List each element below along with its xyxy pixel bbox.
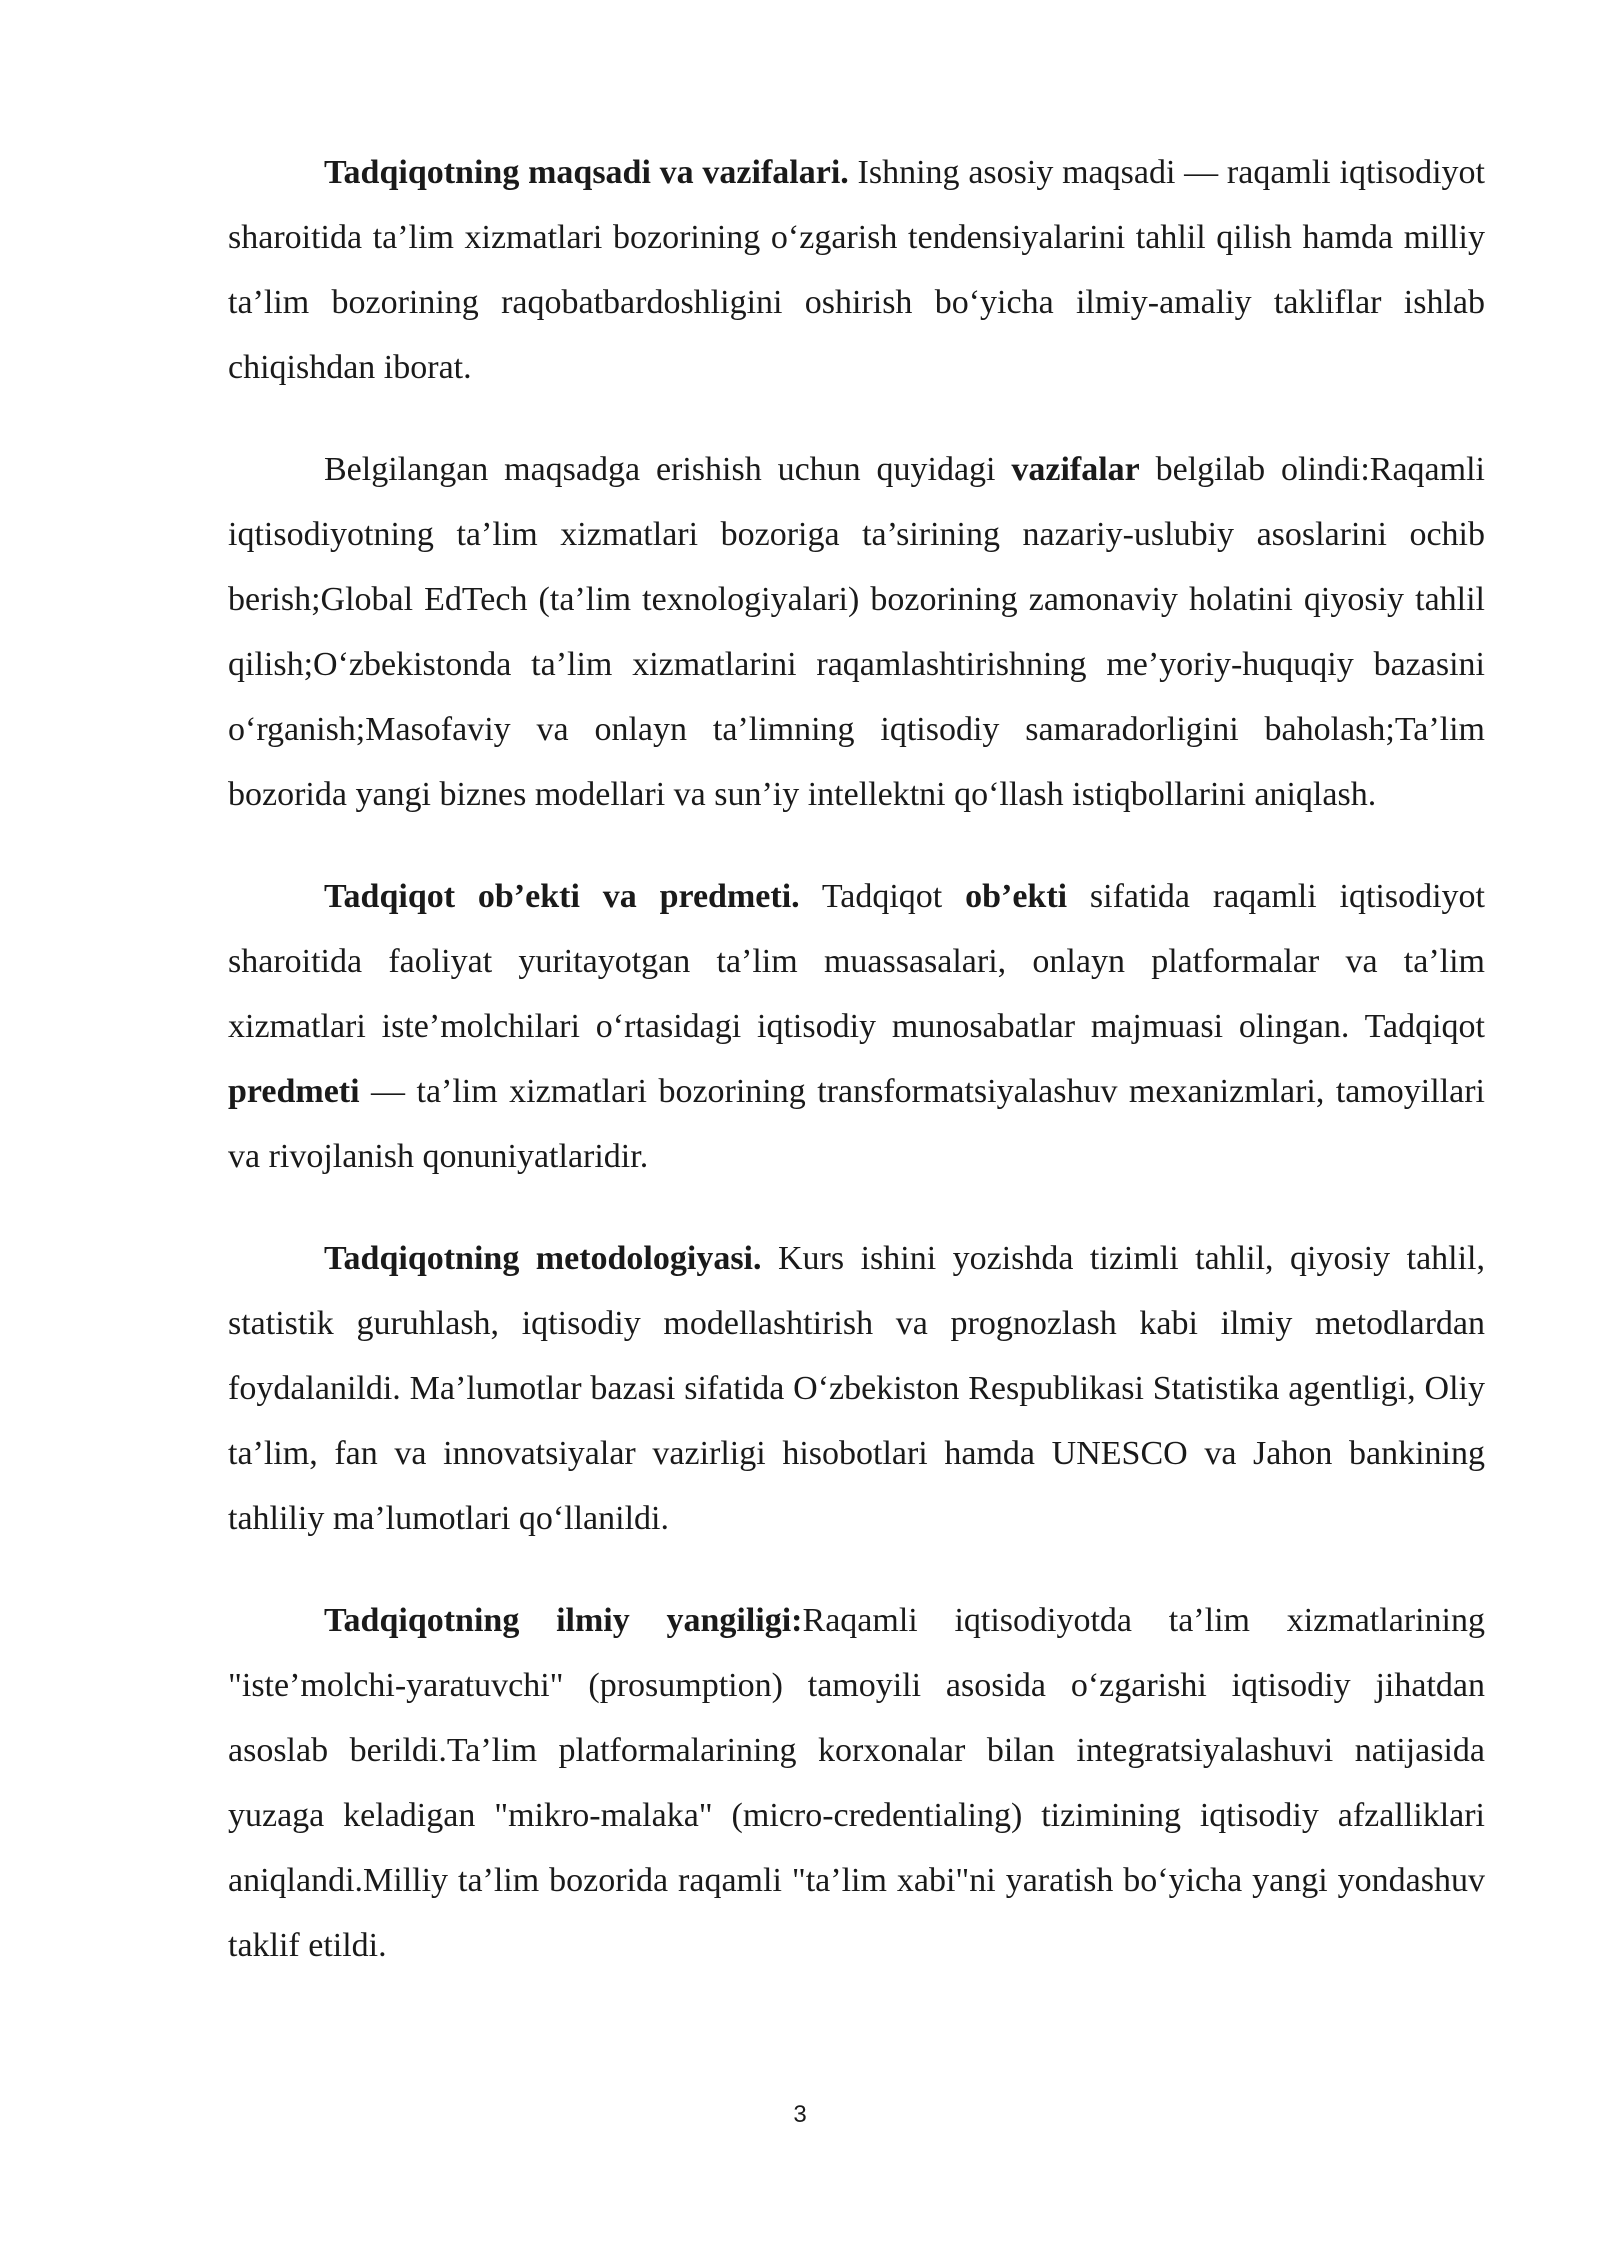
methodology-text: Kurs ishini yozishda tizimli tahlil, qiyosiy tahlil, statistik guruhlash, iqtisodiy modellashtirish va prognozlash kabi ilmiy metodlardan foydalanildi. Ma’lumotlar bazasi sifatida O‘zbekiston Respublikasi Statistika agentligi, Oliy ta’lim, fan va innovatsiyalar vazirligi hisobotlari hamda UNESCO va Jahon bankining tahliliy ma’lumotlari qo‘llanildi.: [228, 1240, 1485, 1537]
subject-bold-term: predmeti: [228, 1073, 360, 1110]
object-bold-term: ob’ekti: [965, 878, 1068, 915]
heading-aim-and-tasks: Tadqiqotning maqsadi va vazifalari.: [324, 154, 849, 191]
heading-object-and-subject: Tadqiqot ob’ekti va predmeti.: [324, 878, 800, 915]
tasks-list-text: belgilab olindi:Raqamli iqtisodiyotning ta’lim xizmatlari bozoriga ta’sirining nazariy-uslubiy asoslarini ochib berish;Global EdTech (ta’lim texnologiyalari) bozorining zamonaviy holatini qiyosiy tahlil qilish;O‘zbekistonda ta’lim xizmatlarini raqamlashtirishning me’yoriy-huquqiy bazasini o‘rganish;Masofaviy va onlayn ta’limning iqtisodiy samaradorligini baholash;Ta’lim bozorida yangi biznes modellari va sun’iy intellektni qo‘llash istiqbollarini aniqlash.: [228, 451, 1485, 813]
novelty-text: Raqamli iqtisodiyotda ta’lim xizmatlarining "iste’molchi-yaratuvchi" (prosumption) tamoyili asosida o‘zgarishi iqtisodiy jihatdan asoslab berildi.Ta’lim platformalarining korxonalar bilan integratsiyalashuvi natijasida yuzaga keladigan "mikro-malaka" (micro-credentialing) tizimining iqtisodiy afzalliklari aniqlandi.Milliy ta’lim bozorida raqamli "ta’lim xabi"ni yaratish bo‘yicha yangi yondashuv taklif etildi.: [228, 1602, 1485, 1964]
paragraph-scientific-novelty: [228, 1588, 1485, 1978]
paragraph-aim-text: Ishning asosiy maqsadi — raqamli iqtisodiyot sharoitida ta’lim xizmatlari bozorining o‘zgarish tendensiyalarini tahlil qilish hamda milliy ta’lim bozorining raqobatbardoshligini oshirish bo‘yicha ilmiy-amaliy takliflar ishlab chiqishdan iborat.: [228, 154, 1485, 386]
heading-scientific-novelty: Tadqiqotning ilmiy yangiligi:: [324, 1602, 803, 1639]
tasks-bold-term: vazifalar: [1011, 451, 1140, 488]
object-text-2: sifatida raqamli iqtisodiyot sharoitida faoliyat yuritayotgan ta’lim muassasalari, onlayn platformalar va ta’lim xizmatlari iste’molchilari o‘rtasidagi iqtisodiy munosabatlar majmuasi olingan. Tadqiqot: [228, 878, 1485, 1045]
object-text-1: Tadqiqot: [799, 878, 966, 915]
page-number: 3: [793, 2101, 807, 2128]
paragraph-methodology: [228, 1226, 1485, 1551]
paragraph-object-and-subject: [228, 864, 1485, 1189]
paragraph-tasks-list: [228, 437, 1485, 827]
subject-text: — ta’lim xizmatlari bozorining transformatsiyalashuv mexanizmlari, tamoyillari va rivojlanish qonuniyatlaridir.: [228, 1073, 1485, 1175]
tasks-intro-text: Belgilangan maqsadga erishish uchun quyidagi: [324, 451, 1012, 488]
paragraph-aim-and-tasks: [228, 140, 1485, 400]
heading-methodology: Tadqiqotning metodologiyasi.: [324, 1240, 762, 1277]
